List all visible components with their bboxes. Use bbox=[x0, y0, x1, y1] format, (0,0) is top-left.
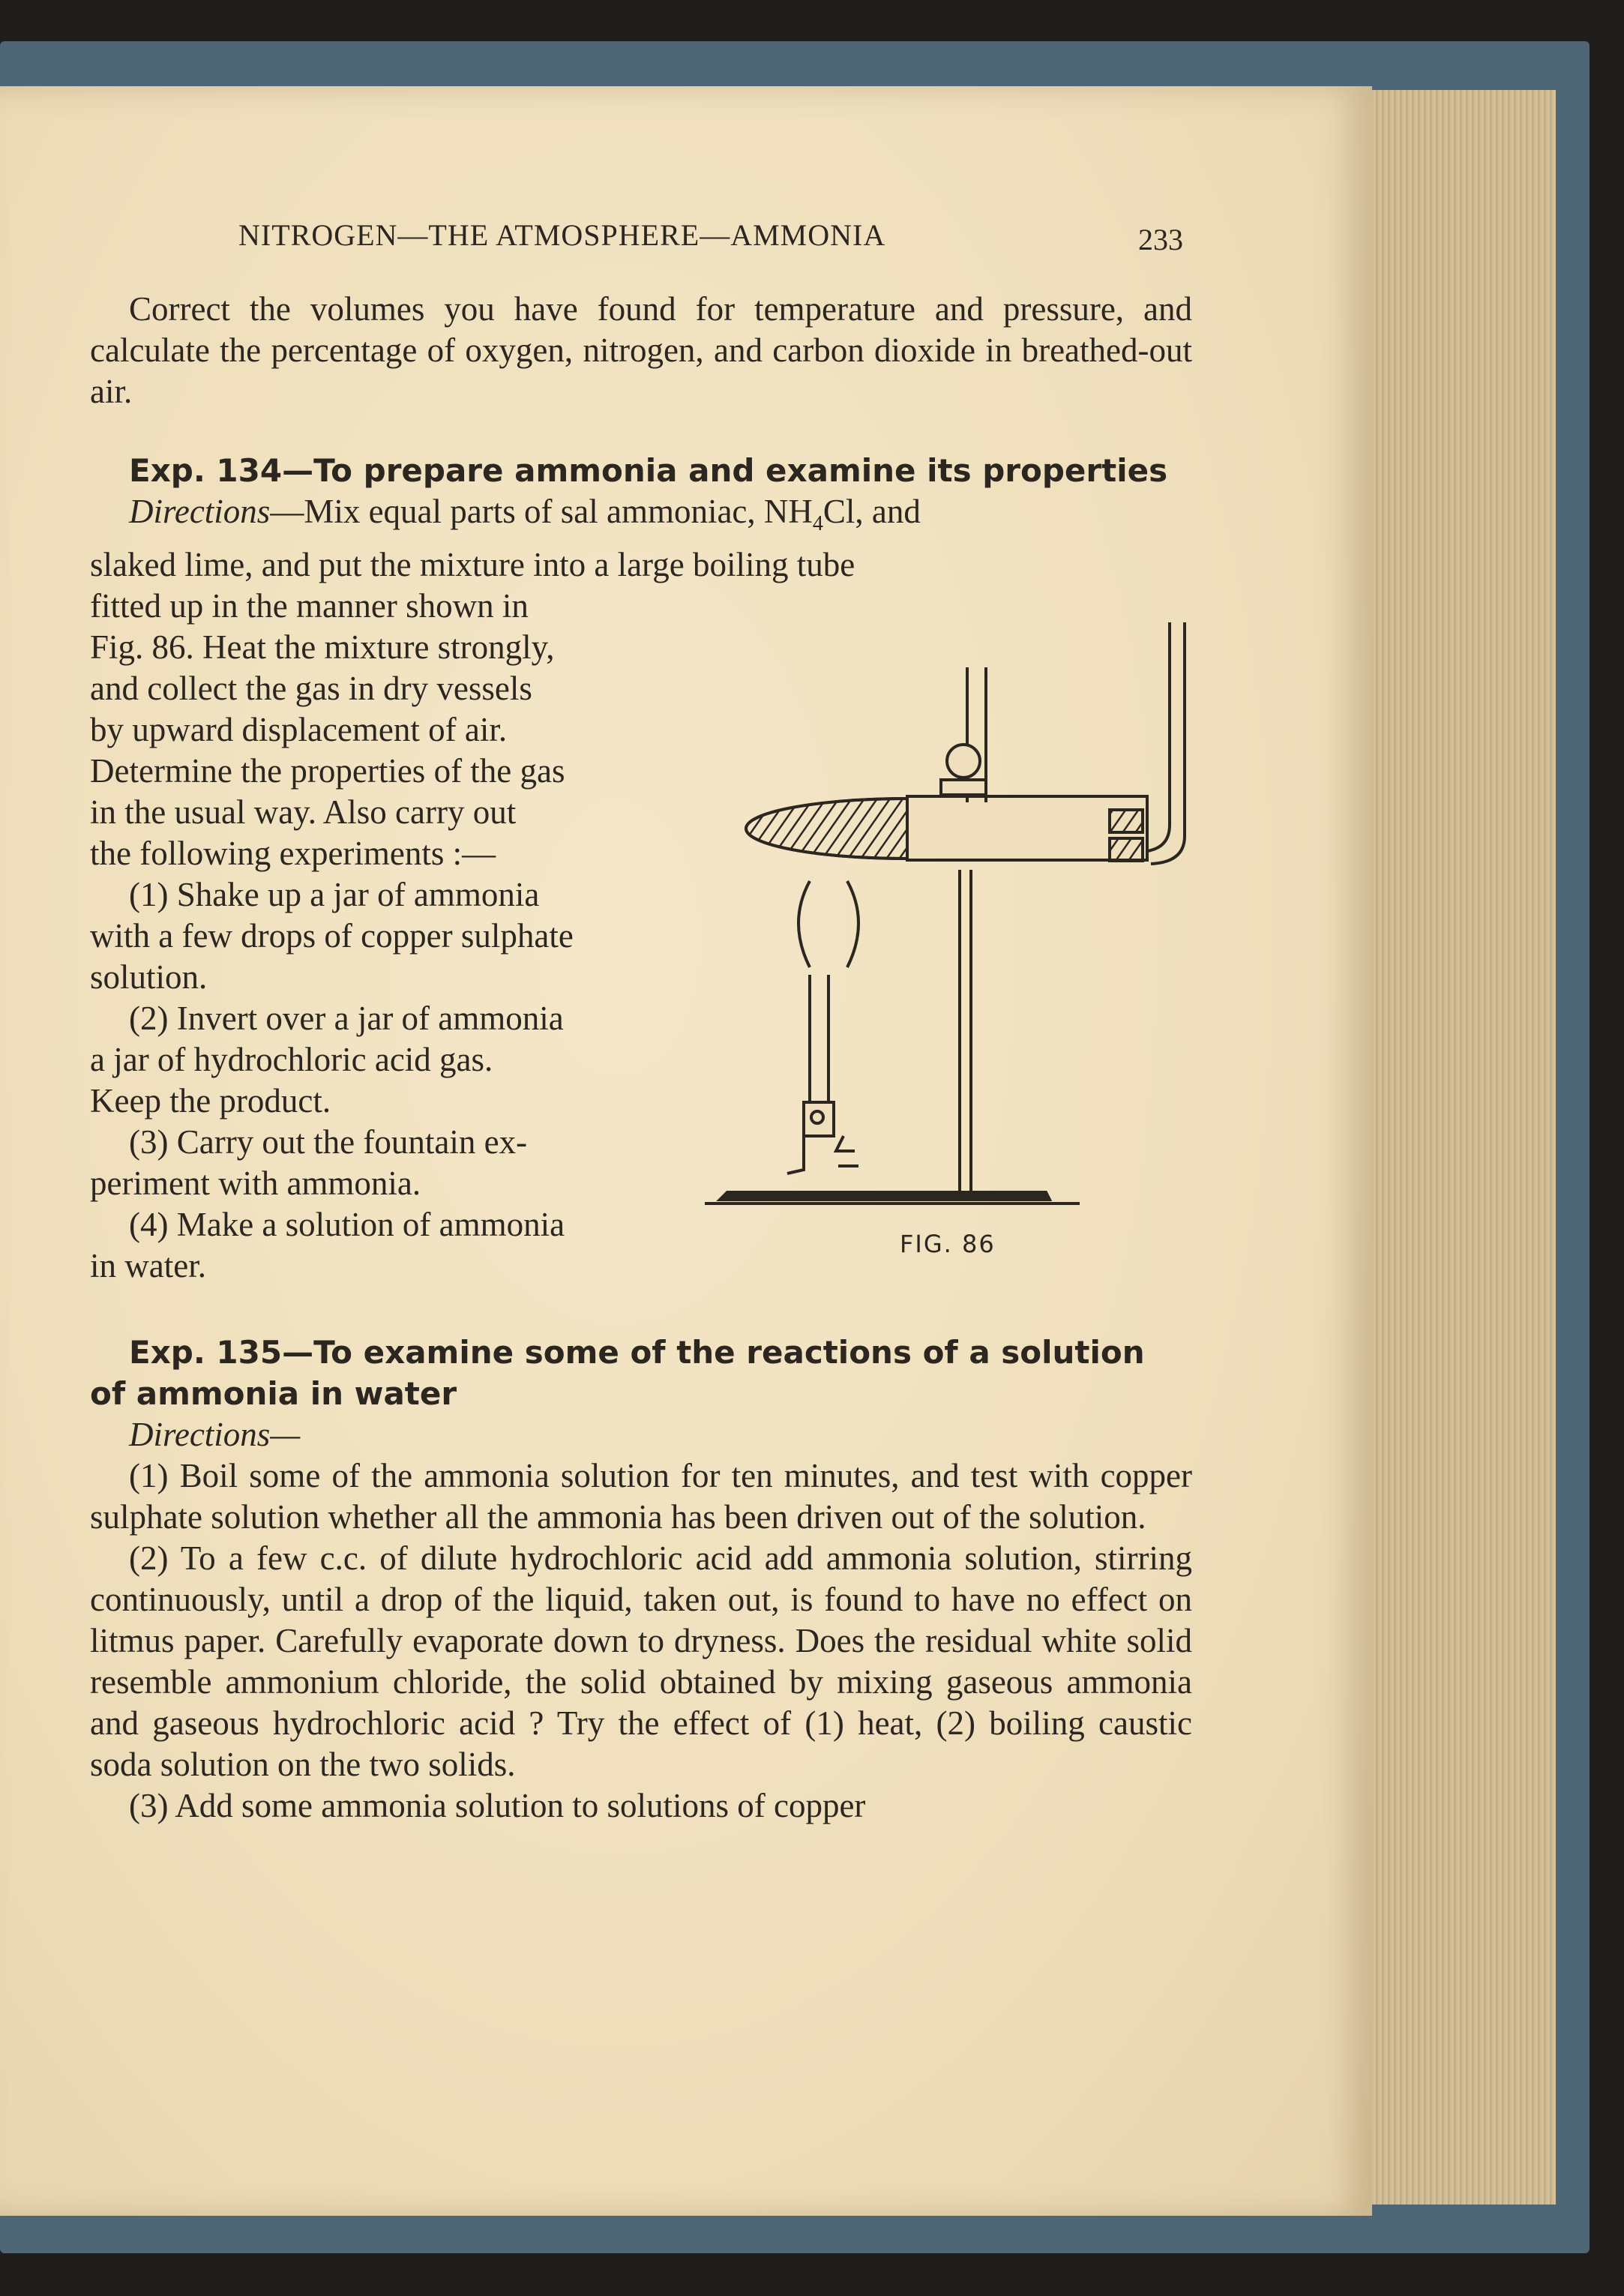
wrap-line: periment with ammonia. bbox=[90, 1164, 421, 1202]
wrap-line: (3) Carry out the fountain ex- bbox=[129, 1123, 528, 1161]
wrap-line: Fig. 86. Heat the mixture strongly, bbox=[90, 628, 555, 666]
exp135-para1: (1) Boil some of the ammonia solution for ten minutes, and test with copper sulphate solution whether all the ammonia has been driven out of the solution. bbox=[90, 1457, 1192, 1536]
wrap-line: and collect the gas in dry vessels bbox=[90, 670, 532, 707]
intro-paragraph: Correct the volumes you have found for temperature and pressure, and calculate the percentage of oxygen, nitrogen, and carbon dioxide in breathed-out air. bbox=[90, 290, 1192, 410]
directions-text: —Mix equal parts of sal ammoniac, NH bbox=[270, 493, 813, 530]
apparatus-drawing bbox=[705, 622, 1185, 1203]
exp134-directions-line bbox=[90, 491, 1192, 544]
exp134-heading: Exp. 134—To prepare ammonia and examine its properties bbox=[129, 452, 1168, 489]
wrap-line: with a few drops of copper sulphate bbox=[90, 917, 574, 955]
apparatus-figure bbox=[705, 622, 1200, 1282]
directions-text-end: Cl, and bbox=[822, 493, 921, 530]
exp135-para2: (2) To a few c.c. of dilute hydrochloric acid add ammonia solution, stirring continuously, until a drop of the liquid, taken out, is found to have no effect on litmus paper. Carefully evaporate down to dryness. Does the residual white solid resemble ammonium chloride, the solid obtained by mixing gaseous ammonia and gaseous hydrochloric acid ? Try the effect of (1) heat, (2) boiling caustic soda solution on the two solids. bbox=[90, 1539, 1192, 1783]
wrap-line: Keep the product. bbox=[90, 1082, 331, 1120]
exp134-wrapped-text bbox=[90, 586, 720, 1287]
page-number: 233 bbox=[1138, 223, 1183, 256]
wrap-line: in water. bbox=[90, 1247, 206, 1284]
wrap-line: by upward displacement of air. bbox=[90, 711, 508, 748]
exp135-heading-line2: of ammonia in water bbox=[90, 1375, 457, 1412]
wrap-line: fitted up in the manner shown in bbox=[90, 587, 529, 625]
formula-subscript: 4 bbox=[812, 512, 823, 535]
exp135-para3: (3) Add some ammonia solution to solutions of copper bbox=[129, 1787, 866, 1824]
directions-label: Directions bbox=[129, 493, 271, 530]
wrap-line: (1) Shake up a jar of ammonia bbox=[129, 876, 540, 913]
running-header: NITROGEN—THE ATMOSPHERE—AMMONIA bbox=[238, 218, 886, 252]
page-edges bbox=[1361, 90, 1556, 2205]
exp135-directions-label: Directions— bbox=[129, 1416, 301, 1453]
exp135-heading-line1: Exp. 135—To examine some of the reactions of a solution bbox=[129, 1334, 1145, 1371]
wrap-line: solution. bbox=[90, 958, 208, 996]
exp134-line2: slaked lime, and put the mixture into a large boiling tube bbox=[90, 546, 855, 583]
wrap-line: (2) Invert over a jar of ammonia bbox=[129, 1000, 564, 1037]
wrap-line: (4) Make a solution of ammonia bbox=[129, 1206, 565, 1243]
wrap-line: Determine the properties of the gas bbox=[90, 752, 565, 790]
figure-caption: FIG. 86 bbox=[900, 1230, 996, 1258]
wrap-line: in the usual way. Also carry out bbox=[90, 793, 517, 831]
wrap-line: a jar of hydrochloric acid gas. bbox=[90, 1041, 493, 1078]
wrap-line: the following experiments :— bbox=[90, 835, 496, 872]
